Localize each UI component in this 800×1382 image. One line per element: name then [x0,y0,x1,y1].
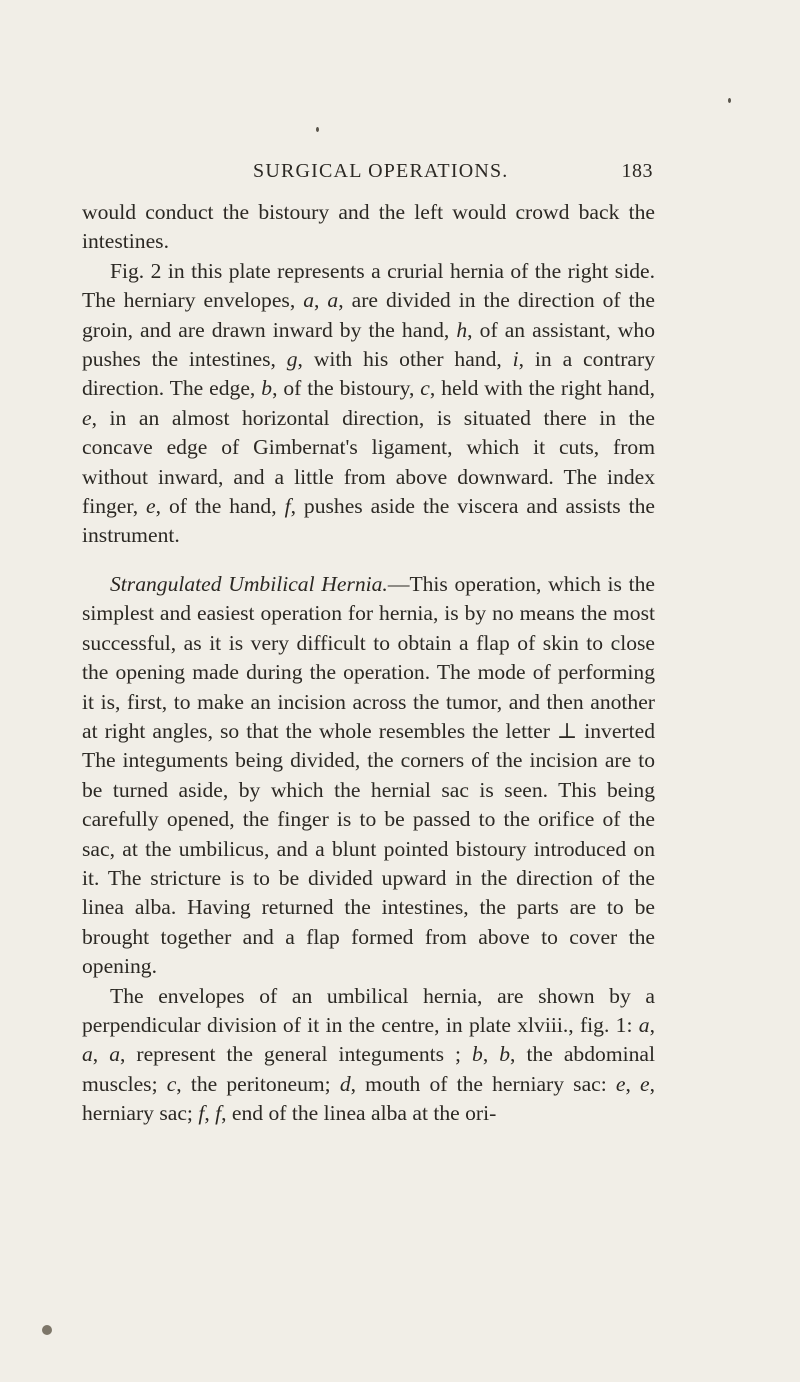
text-run: , the peritoneum; [176,1071,340,1096]
figure-letter: e [146,494,156,519]
figure-letter: a [638,1012,650,1037]
figure-letter: f [284,494,291,519]
figure-letter: e [82,405,92,430]
paragraph-continuation: would conduct the bistoury and the left would crowd back the intestines. [82,200,655,254]
text-run: , in an almost horizontal direction, is situated there in the concave edge of Gimbernat's ligament, which it cuts, from without inward, and a little from above downward. The index finger, [82,405,655,519]
text-run: , [204,1101,216,1126]
figure-letter: a [82,1042,93,1067]
paragraph-umbilical-envelopes [82,982,655,1129]
figure-letter: b [472,1042,483,1067]
figure-letter: f [215,1101,222,1126]
text-run: , of an assistant, who pushes the intestines, [82,317,655,372]
figure-letter: f [198,1101,205,1126]
figure-letter: b [499,1042,511,1067]
paragraph-crurial-hernia [82,257,655,551]
text-run: , pushes aside the viscera and assists the instrument. [82,494,655,548]
text-run: Fig. 2 in this plate represents a crurial hernia of the right side. The herniary envelopes, [82,258,655,313]
text-run: —This operation, which is the simplest and easiest operation for hernia, is by no means the most successful, as it is very difficult to obtain a flap of skin to close the opening made during the operation. The mode of performing it is, first, to make an incision across the tumor, and then another at right angles, so that the whole resembles the letter ⊥ inverted The integuments being divided, the corners of the incision are to be turned aside, by which the hernial sac is seen. This being carefully opened, the finger is to be passed to the orifice of the sac, at the umbilicus, and a blunt pointed bistoury introduced on it. The stricture is to be divided upward in the direction of the linea alba. Having returned the intestines, the parts are to be brought together and a flap formed from above to cover the opening. [82,571,655,979]
text-run: , with his other hand, [297,347,513,372]
paper-speck [728,98,731,103]
text-run: , [314,288,328,313]
text-run: , end of the linea alba at the ori- [221,1101,497,1126]
text-run: , [482,1042,500,1067]
figure-letter: a [327,288,339,313]
body-text [82,198,655,1129]
text-run: , of the bistoury, [272,376,421,401]
figure-letter: b [261,376,273,401]
figure-letter: c [420,376,430,401]
figure-letter: d [339,1071,351,1096]
figure-letter: h [456,317,468,342]
text-run: , [625,1071,640,1096]
text-run: The envelopes of an umbilical hernia, are shown by a perpendicular division of it in the centre, in plate xlviii., fig. 1: [82,983,655,1037]
figure-letter: a [303,288,315,313]
paragraph-umbilical-hernia [82,570,655,982]
figure-letter: e [615,1071,626,1096]
page-number: 183 [621,160,653,182]
text-run: , [92,1042,110,1067]
figure-letter: e [640,1071,650,1096]
paper-speck [42,1325,52,1335]
figure-letter: a [109,1042,120,1067]
text-run: , of the hand, [155,494,285,519]
text-run: , are divided in the direction of the groin, and are drawn inward by the hand, [82,288,655,342]
paper-speck [316,127,319,132]
section-heading: Strangulated Umbilical Hernia. [110,571,388,596]
text-run: , held with the right hand, [429,376,656,401]
text-run: , the abdominal muscles; [82,1042,655,1096]
figure-letter: i [512,347,519,372]
figure-letter: c [166,1071,177,1096]
text-run: , represent the general integuments ; [120,1042,473,1067]
running-title: SURGICAL OPERATIONS. [253,160,509,182]
running-head [253,160,653,190]
text-run: , herniary sac; [82,1071,655,1126]
text-run: , mouth of the herniary sac: [350,1071,616,1096]
figure-letter: g [286,347,298,372]
text-run: , in a contrary direction. The edge, [82,347,655,401]
text-run: , [649,1012,655,1037]
